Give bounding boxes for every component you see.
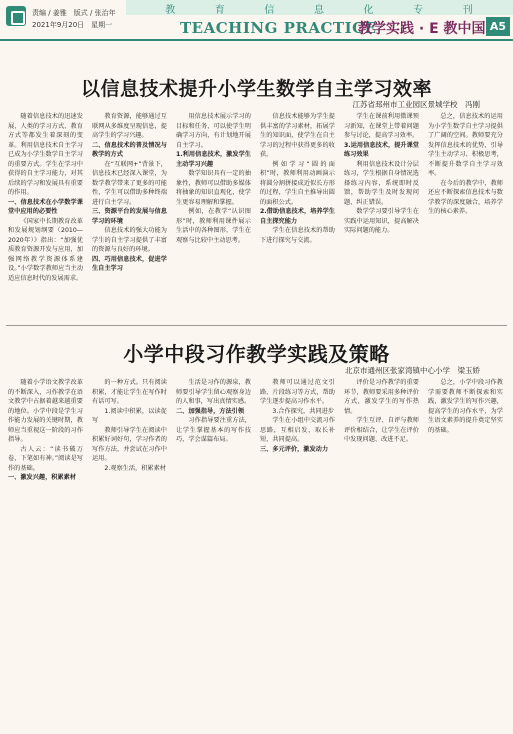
paragraph: 学生在课前利用微课预习新知，在课堂上带着问题参与讨论，提高学习效率。 [344, 113, 419, 139]
paragraph: 信息技术能够为学生提供丰富的学习素材，拓展学生的知识面，使学生在自主学习的过程中获得更多的收获。 [260, 113, 335, 158]
paragraph: 学生互评、自评与教师评价相结合，让学生在评价中发现问题、改进不足。 [344, 417, 419, 443]
article2-column [260, 378, 335, 728]
paragraph: 习作指导要注重方法，让学生掌握基本的写作技巧，学会谋篇布局。 [176, 417, 251, 443]
article2-column [92, 378, 167, 728]
paragraph: 总之，小学中段习作教学需要教师不断探索和实践，激发学生的写作兴趣，提高学生的习作水平，为学生语文素养的提升奠定坚实的基础。 [428, 379, 503, 434]
article2-column [428, 378, 503, 728]
subheading: 3.运用信息技术，提升课堂练习效果 [344, 141, 419, 158]
masthead [0, 0, 513, 40]
paragraph: 总之，信息技术的运用为小学生数学自主学习提供了广阔的空间。教师要充分发挥信息技术的优势，引导学生主动学习、积极思考，不断提升数学自主学习效率。 [428, 113, 503, 177]
paragraph: 在“互联网+”背景下，信息技术已经深入课堂，为数学教学带来了更多的可能性，学生可以借助多种终端进行自主学习。 [92, 160, 167, 206]
paragraph: 学生在信息技术的帮助下进行探究与交流。 [260, 227, 335, 244]
article1-body [8, 112, 503, 320]
subheading: 2.借助信息技术，培养学生自主探究能力 [260, 208, 335, 225]
paragraph: 例如，在教学“认识图形”时，教师利用课件展示生活中的各种图形，学生在观察与比较中主动思考。 [176, 208, 251, 244]
band-char: 教 [165, 5, 177, 16]
article1-column [428, 112, 503, 320]
paragraph: 数学知识具有一定的抽象性，教师可以借助多媒体将抽象的知识直观化，使学生更容易理解和掌握。 [176, 170, 251, 206]
paragraph: 利用信息技术设计分层练习，学生根据自身情况选择练习内容，系统即时反馈，帮助学生及时发现问题、纠正错误。 [344, 160, 419, 206]
paragraph: 2.观察生活，积累素材 [104, 464, 166, 472]
page-number: A5 [486, 17, 510, 36]
band-char: 刊 [462, 5, 474, 16]
section-title-cn: 教学实践 · E 教中国 [358, 21, 486, 37]
subheading: 二、信息技术的普及情况与教学的方式 [92, 141, 167, 158]
band-char: 信 [264, 5, 276, 16]
article1-column [176, 112, 251, 320]
paragraph: 在今后的教学中，教师还应不断探索信息技术与数学教学的深度融合，培养学生的核心素养。 [428, 179, 503, 215]
paragraph: 《国家中长期教育改革和发展规划纲要（2010—2020年）》指出：“加强优质教育资源开发与应用，加强网络教学资源体系建设。”小学数学教师应当主动适应信息时代的发展需求。 [8, 217, 83, 282]
band-char: 息 [313, 5, 325, 16]
article2-byline: 北京市通州区张家湾镇中心小学 梁玉娇 [345, 366, 480, 375]
paragraph: 数学学习要引导学生在实践中运用知识，提高解决实际问题的能力。 [344, 208, 419, 234]
paragraph: 教师引导学生在阅读中积累好词好句，学习作者的写作方法，并尝试在习作中运用。 [92, 426, 167, 462]
editor-credit: 责编 / 姜雅 版式 / 张治年 [32, 9, 116, 17]
paragraph: 的一种方式。只有阅读积累，才能让学生在写作时有话可写。 [92, 379, 167, 405]
masthead-rule [0, 39, 513, 41]
article1-byline: 江苏省邳州市工业园区景城学校 冯刚 [352, 100, 480, 109]
band-char: 化 [363, 5, 375, 16]
paragraph: 评价是习作教学的重要环节，教师要采用多种评价方式，激发学生的写作热情。 [344, 379, 419, 415]
paragraph: 随着小学语文教学改革的不断深入，习作教学在语文教学中占据着越来越重要的地位。小学中段是学生习作能力发展的关键时期，教师应当重视这一阶段的习作指导。 [8, 379, 83, 443]
article1-column [260, 112, 335, 320]
paragraph: 例如学习“圆的面积”时，教师利用动画演示将圆分割拼接成近似长方形的过程，学生自主推导出圆的面积公式。 [260, 160, 335, 206]
article1-column [8, 112, 83, 320]
paragraph: 信息技术的强大功能为学生的自主学习提供了丰富的资源与良好的环境。 [92, 227, 167, 253]
article2-column [8, 378, 83, 728]
subheading: 三、多元评价，激发动力 [260, 445, 329, 453]
band-char: 育 [214, 5, 226, 16]
subheading: 一、激发兴趣，积累素材 [8, 474, 77, 481]
article1-column [344, 112, 419, 320]
article1-column [92, 112, 167, 320]
band-char: 专 [413, 5, 425, 16]
article-divider [6, 325, 507, 326]
subheading: 三、资源平台的发展与信息学习的环境 [92, 208, 167, 225]
subheading: 二、加强指导，方法引领 [176, 407, 245, 415]
paragraph: 1.阅读中积累，以读促写 [92, 407, 167, 424]
article2-column [176, 378, 251, 728]
paragraph: 生活是习作的源泉，教师要引导学生留心观察身边的人和事，写出真情实感。 [176, 379, 251, 405]
article1-headline: 以信息技术提升小学生数学自主学习效率 [80, 78, 432, 100]
article2-body [8, 378, 503, 728]
subheading: 四、巧用信息技术，促进学生自主学习 [92, 255, 167, 272]
publication-date: 2021年9月20日 星期一 [32, 21, 113, 29]
article2-column [344, 378, 419, 728]
subheading: 1.利用信息技术，激发学生主动学习兴趣 [176, 151, 251, 168]
paragraph: 学生在小组中交流习作思路，互相启发，取长补短，共同提高。 [260, 417, 335, 443]
subheading: 一、信息技术在小学数学课堂中应用的必要性 [8, 198, 83, 215]
paragraph: 3.合作探究，共同进步 [272, 407, 334, 415]
header-band-text [126, 1, 513, 14]
paragraph: 古人云：“读书破万卷，下笔如有神。”阅读是写作的基础。 [8, 445, 83, 472]
article2-headline: 小学中段习作教学实践及策略 [123, 342, 390, 366]
paragraph: 随着信息技术的迅速发展，人类的学习方式、教育方式等都发生着深刻的变革。利用信息技术自主学习已成为小学生数学自主学习的重要方式。学生在学习中获得的自主学习能力，对其后续的学习和发展具有重要的作用。 [8, 113, 83, 196]
paragraph: 教育资源，能够通过互联网从多维度呈现信息，提高学生的学习兴趣。 [92, 113, 167, 139]
paragraph: 教师可以通过范文引路、片段练习等方式，帮助学生逐步提高习作水平。 [260, 379, 335, 405]
paragraph: 用信息技术展示学习的目标和任务，可以使学生明确学习方向，有计划地开展自主学习。 [176, 113, 251, 149]
section-title-en: TEACHING PRACTICE [180, 19, 377, 37]
newspaper-logo-icon [6, 6, 26, 26]
